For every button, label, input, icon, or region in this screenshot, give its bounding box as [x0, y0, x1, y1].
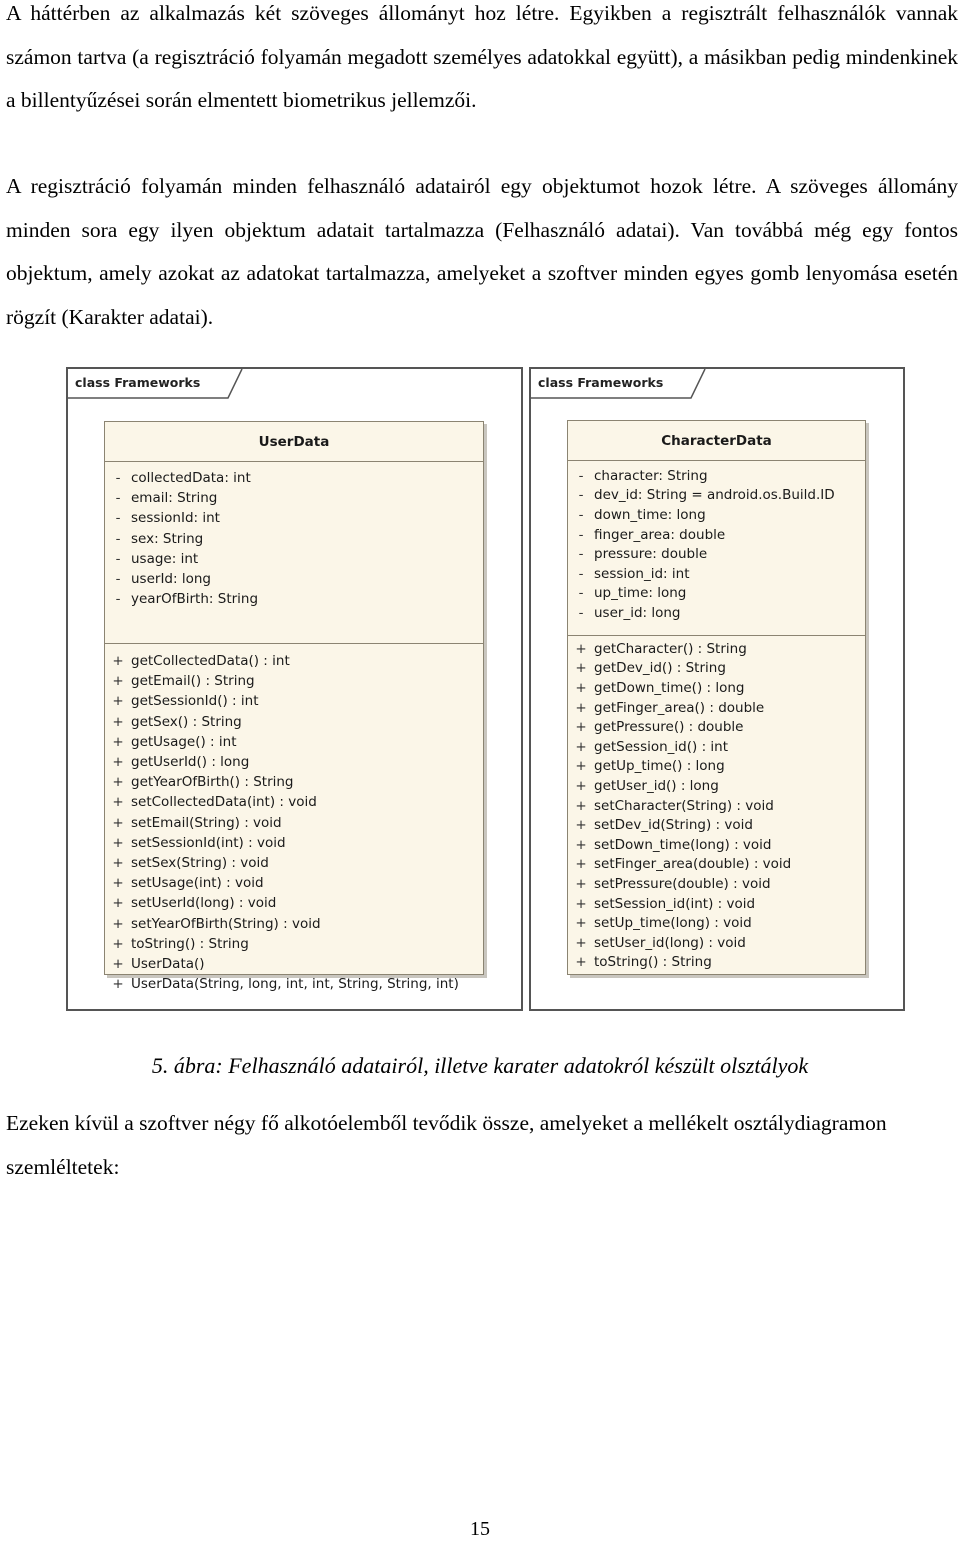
private-visibility-marker: - [115, 530, 121, 547]
attribute-row [105, 468, 483, 488]
public-visibility-marker: + [575, 797, 587, 814]
operation-text: setCollectedData(int) : void [131, 794, 317, 811]
attribute-text: sex: String [131, 530, 204, 547]
frame-tab [531, 369, 707, 399]
operation-row [105, 934, 483, 954]
private-visibility-marker: - [115, 510, 121, 527]
attribute-row [105, 589, 483, 609]
operation-text: getEmail() : String [131, 673, 255, 690]
operation-text: setSex(String) : void [131, 854, 269, 871]
attribute-row [105, 569, 483, 589]
class-name: CharacterData [568, 421, 865, 461]
operation-text: setEmail(String) : void [131, 814, 282, 831]
operation-text: setUser_id(long) : void [594, 934, 746, 951]
public-visibility-marker: + [575, 758, 587, 775]
attribute-text: email: String [131, 490, 218, 507]
operation-text: getSession_id() : int [594, 738, 729, 755]
operation-text: setDev_id(String) : void [594, 817, 753, 834]
attribute-text: collectedData: int [131, 470, 251, 487]
operation-row [105, 913, 483, 933]
operation-row [568, 953, 865, 973]
operation-row [105, 792, 483, 812]
operation-row [105, 752, 483, 772]
operation-row [105, 893, 483, 913]
operation-text: setPressure(double) : void [594, 875, 771, 892]
paragraph-objects: A regisztráció folyamán minden felhasználó adatairól egy objektumot hozok létre. A szöveges állomány minden sora egy ilyen objektum adatait tartalmazza (Felhasználó adatai). Van továbbá még egy fontos objektum, amely azokat az adatokat tartalmazza, amelyeket a szoftver minden egyes gomb lenyomása esetén rögzít (Karakter adatai). [6, 174, 958, 329]
operation-row [105, 691, 483, 711]
operation-row [568, 874, 865, 894]
private-visibility-marker: - [578, 506, 584, 523]
operation-row [568, 698, 865, 718]
attribute-text: up_time: long [594, 585, 687, 602]
attribute-text: finger_area: double [594, 526, 726, 543]
operation-text: UserData() [131, 955, 205, 972]
private-visibility-marker: - [578, 565, 584, 582]
operation-row [568, 913, 865, 933]
operations-compartment [105, 644, 483, 994]
attribute-row [568, 505, 865, 525]
private-visibility-marker: - [578, 604, 584, 621]
operation-row [105, 651, 483, 671]
operation-row [568, 894, 865, 914]
operation-text: getUsage() : int [131, 733, 237, 750]
public-visibility-marker: + [575, 954, 587, 971]
frame-tab [68, 369, 244, 399]
private-visibility-marker: - [578, 546, 584, 563]
public-visibility-marker: + [112, 875, 124, 892]
operation-row [568, 659, 865, 679]
private-visibility-marker: - [115, 591, 121, 608]
frame-label: class Frameworks [538, 375, 664, 390]
public-visibility-marker: + [575, 660, 587, 677]
operation-text: UserData(String, long, int, int, String, String, int) [131, 976, 459, 993]
private-visibility-marker: - [115, 571, 121, 588]
paragraph-intro: A háttérben az alkalmazás két szöveges állományt hoz létre. Egyikben a regisztrált felhasználók vannak számon tartva (a regisztráció folyamán megadott személyes adatokkal együtt), a másikban pedig mindenkinek a billentyűzései során elmentett biometrikus jellemzői. [6, 1, 958, 113]
public-visibility-marker: + [112, 814, 124, 831]
operation-row [568, 776, 865, 796]
attribute-text: user_id: long [594, 604, 681, 621]
attribute-text: pressure: double [594, 546, 708, 563]
operation-row [105, 833, 483, 853]
public-visibility-marker: + [112, 935, 124, 952]
attribute-row [568, 603, 865, 623]
operation-text: setYearOfBirth(String) : void [131, 915, 321, 932]
attribute-row [568, 584, 865, 604]
public-visibility-marker: + [575, 836, 587, 853]
operation-text: setUp_time(long) : void [594, 915, 752, 932]
operation-row [105, 772, 483, 792]
operation-text: setUsage(int) : void [131, 875, 264, 892]
operation-text: getFinger_area() : double [594, 699, 765, 716]
operation-row [105, 954, 483, 974]
operations-compartment [568, 636, 865, 972]
operation-row [568, 815, 865, 835]
operation-text: getUp_time() : long [594, 758, 725, 775]
attribute-row [568, 544, 865, 564]
attribute-text: session_id: int [594, 565, 690, 582]
attribute-text: down_time: long [594, 506, 706, 523]
operation-text: getSessionId() : int [131, 693, 259, 710]
operation-row [105, 712, 483, 732]
operation-text: setUserId(long) : void [131, 895, 277, 912]
attribute-row [105, 529, 483, 549]
operation-row [568, 639, 865, 659]
operation-text: setDown_time(long) : void [594, 836, 772, 853]
public-visibility-marker: + [575, 679, 587, 696]
operation-row [568, 737, 865, 757]
operation-text: setFinger_area(double) : void [594, 856, 792, 873]
operation-text: getDown_time() : long [594, 679, 745, 696]
public-visibility-marker: + [575, 915, 587, 932]
public-visibility-marker: + [575, 640, 587, 657]
operation-row [568, 835, 865, 855]
public-visibility-marker: + [112, 854, 124, 871]
public-visibility-marker: + [112, 774, 124, 791]
public-visibility-marker: + [112, 834, 124, 851]
operation-row [568, 933, 865, 953]
public-visibility-marker: + [112, 653, 124, 670]
operation-text: getYearOfBirth() : String [131, 774, 294, 791]
private-visibility-marker: - [115, 490, 121, 507]
public-visibility-marker: + [575, 875, 587, 892]
class-characterdata [567, 420, 866, 975]
public-visibility-marker: + [575, 699, 587, 716]
operation-text: toString() : String [131, 935, 249, 952]
attribute-text: yearOfBirth: String [131, 591, 259, 608]
private-visibility-marker: - [578, 487, 584, 504]
operation-row [105, 813, 483, 833]
operation-text: setSession_id(int) : void [594, 895, 756, 912]
attribute-row [568, 486, 865, 506]
private-visibility-marker: - [578, 526, 584, 543]
operation-text: getUser_id() : long [594, 777, 719, 794]
operation-row [568, 796, 865, 816]
operation-row [568, 717, 865, 737]
public-visibility-marker: + [112, 693, 124, 710]
public-visibility-marker: + [112, 955, 124, 972]
attribute-row [105, 549, 483, 569]
private-visibility-marker: - [578, 467, 584, 484]
attribute-row [568, 466, 865, 486]
attributes-compartment [105, 462, 483, 644]
page-number: 15 [470, 1518, 490, 1540]
operation-row [105, 974, 483, 994]
public-visibility-marker: + [575, 719, 587, 736]
attribute-row [568, 525, 865, 545]
attribute-text: sessionId: int [131, 510, 220, 527]
private-visibility-marker: - [578, 585, 584, 602]
public-visibility-marker: + [112, 794, 124, 811]
operation-text: setCharacter(String) : void [594, 797, 774, 814]
class-userdata [104, 421, 484, 993]
frame-label: class Frameworks [75, 375, 201, 390]
attribute-text: userId: long [131, 571, 211, 588]
public-visibility-marker: + [575, 777, 587, 794]
operation-text: toString() : String [594, 954, 712, 971]
public-visibility-marker: + [112, 915, 124, 932]
public-visibility-marker: + [575, 856, 587, 873]
operation-text: getDev_id() : String [594, 660, 726, 677]
public-visibility-marker: + [575, 895, 587, 912]
attribute-row [105, 488, 483, 508]
figure-caption: 5. ábra: Felhasználó adatairól, illetve karater adatokról készült olsztályok [151, 1053, 809, 1078]
operation-row [568, 678, 865, 698]
public-visibility-marker: + [575, 934, 587, 951]
public-visibility-marker: + [112, 976, 124, 993]
public-visibility-marker: + [575, 817, 587, 834]
public-visibility-marker: + [112, 713, 124, 730]
attribute-text: character: String [594, 467, 708, 484]
operation-row [568, 757, 865, 777]
public-visibility-marker: + [112, 895, 124, 912]
operation-text: setSessionId(int) : void [131, 834, 286, 851]
operation-row [105, 732, 483, 752]
operation-text: getCharacter() : String [594, 640, 747, 657]
operation-text: getSex() : String [131, 713, 242, 730]
public-visibility-marker: + [112, 754, 124, 771]
class-name: UserData [105, 422, 483, 462]
public-visibility-marker: + [112, 673, 124, 690]
paragraph-components: Ezeken kívül a szoftver négy fő alkotóelemből tevődik össze, amelyeket a mellékelt osztálydiagramon szemléltetek: [6, 1111, 887, 1179]
operation-row [105, 853, 483, 873]
attribute-text: usage: int [131, 550, 199, 567]
operation-text: getCollectedData() : int [131, 653, 290, 670]
operation-text: getUserId() : long [131, 754, 250, 771]
attribute-row [105, 508, 483, 528]
operation-row [105, 873, 483, 893]
operation-row [568, 855, 865, 875]
attribute-row [568, 564, 865, 584]
attribute-text: dev_id: String = android.os.Build.ID [594, 487, 835, 504]
private-visibility-marker: - [115, 550, 121, 567]
public-visibility-marker: + [575, 738, 587, 755]
attributes-compartment [568, 461, 865, 636]
operation-text: getPressure() : double [594, 719, 744, 736]
private-visibility-marker: - [115, 470, 121, 487]
public-visibility-marker: + [112, 733, 124, 750]
operation-row [105, 671, 483, 691]
